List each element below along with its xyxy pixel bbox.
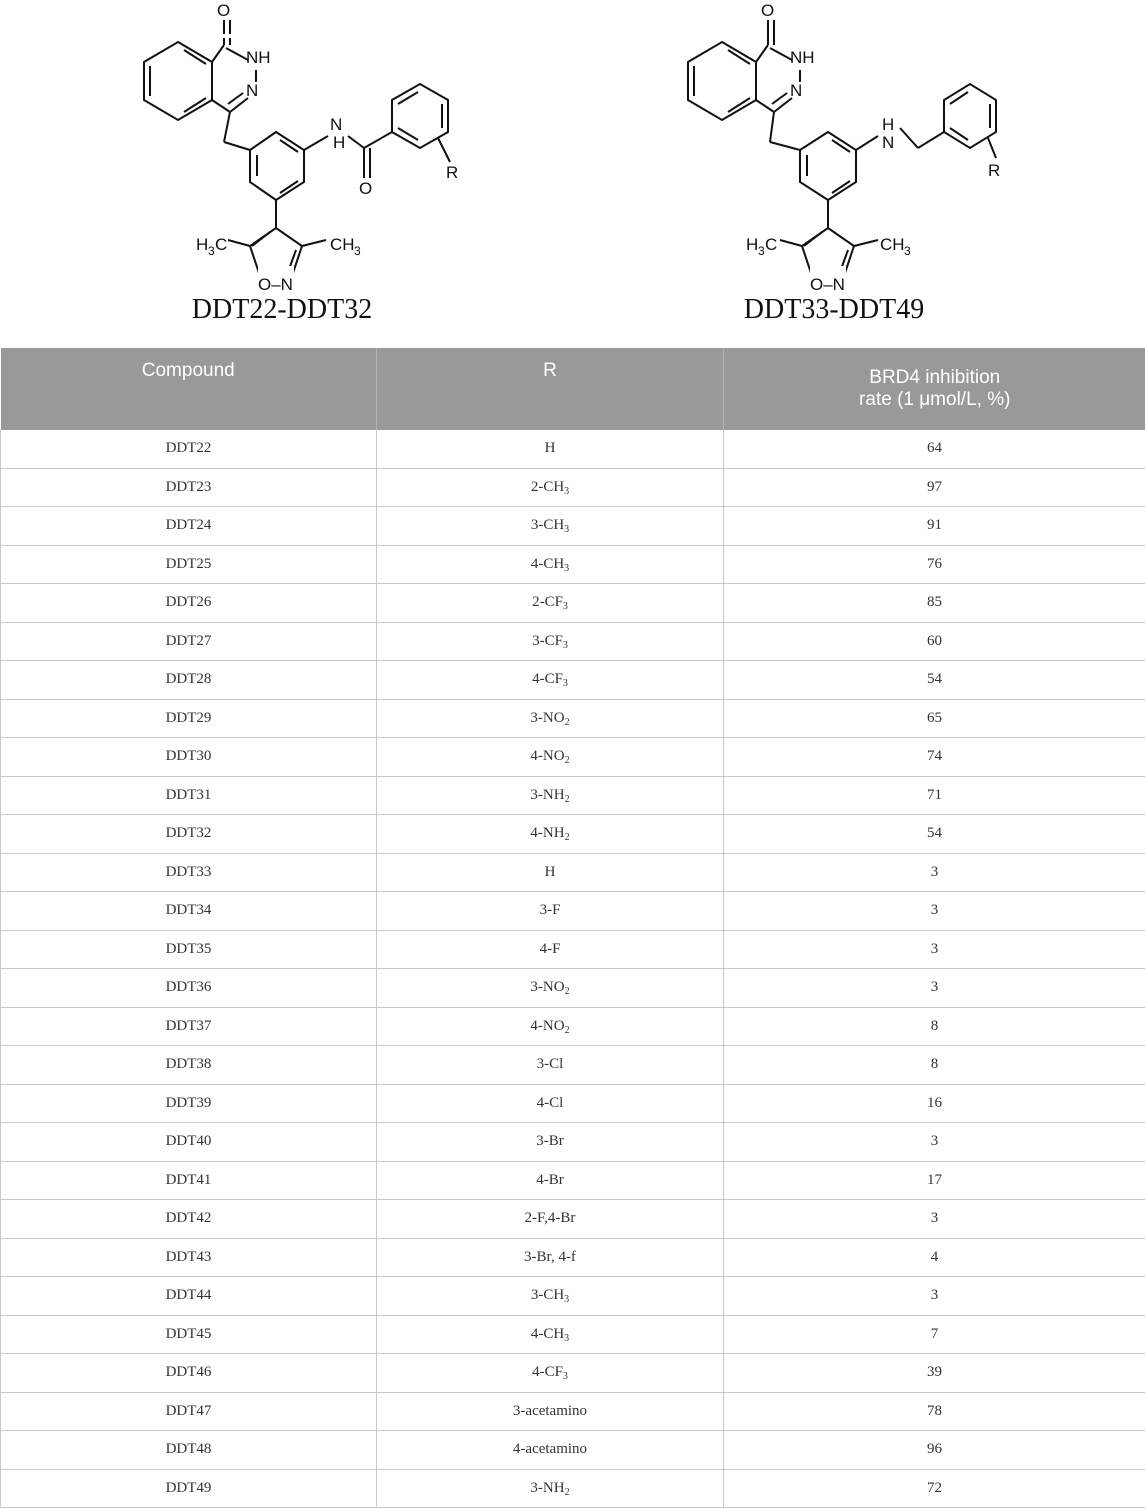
r-cell (377, 1084, 724, 1123)
compound-cell: DDT25 (1, 545, 377, 584)
compound-cell: DDT47 (1, 1392, 377, 1431)
table-row (1, 1392, 1145, 1431)
r-cell-text: 4-CH (531, 556, 564, 572)
r-cell (377, 584, 724, 623)
h3c-left-h: H (196, 235, 208, 254)
r-cell-text: 3-CH (531, 1287, 564, 1303)
inhibition-rate-cell: 8 (724, 1046, 1145, 1085)
amine-n-label: N (882, 133, 894, 152)
r-cell (377, 661, 724, 700)
compound-cell: DDT38 (1, 1046, 377, 1085)
compound-cell: DDT23 (1, 468, 377, 507)
r-cell (377, 969, 724, 1008)
table-row (1, 661, 1145, 700)
header-compound: Compound (1, 348, 377, 430)
compound-cell: DDT36 (1, 969, 377, 1008)
carbonyl-oxygen-label-2: O (761, 1, 774, 20)
h3c-left-sub-2: 3 (758, 244, 765, 258)
isoxazole-on-label-2: O–N (810, 275, 845, 294)
isoxazole-on-label: O–N (258, 275, 293, 294)
r-cell (377, 699, 724, 738)
r-cell-subscript: 3 (563, 1371, 568, 1382)
r-cell (377, 815, 724, 854)
r-group-label: R (446, 163, 458, 182)
inhibition-rate-cell: 74 (724, 738, 1145, 777)
r-cell (377, 1238, 724, 1277)
r-cell-subscript: 2 (565, 1487, 570, 1498)
header-inhibition-line1: BRD4 inhibition (724, 367, 1145, 389)
inhibition-rate-cell: 3 (724, 892, 1145, 931)
r-cell-text: 3-CH (531, 517, 564, 533)
r-cell-text: 3-Br, 4-f (524, 1249, 576, 1265)
table-row (1, 969, 1145, 1008)
ring-n-label: N (246, 81, 258, 100)
h3c-left-c: C (215, 235, 227, 254)
r-group-label-2: R (988, 161, 1000, 180)
compound-cell: DDT29 (1, 699, 377, 738)
ch3-right-label-2: CH (880, 235, 905, 254)
r-cell (377, 738, 724, 777)
amine-h-label: H (882, 115, 894, 134)
compound-cell: DDT33 (1, 853, 377, 892)
r-cell (377, 1123, 724, 1162)
r-cell-subscript: 3 (564, 1294, 569, 1305)
compound-cell: DDT35 (1, 930, 377, 969)
table-header-row (1, 348, 1145, 430)
r-cell (377, 507, 724, 546)
table-row (1, 1200, 1145, 1239)
r-cell (377, 622, 724, 661)
inhibition-rate-cell: 65 (724, 699, 1145, 738)
h3c-left-sub: 3 (208, 244, 215, 258)
table-row (1, 1431, 1145, 1470)
r-cell (377, 1046, 724, 1085)
r-cell (377, 930, 724, 969)
table-row (1, 892, 1145, 931)
r-cell-text: 3-NH (530, 787, 564, 803)
r-cell-text: 3-Br (536, 1133, 564, 1149)
r-cell (377, 1161, 724, 1200)
table-row (1, 1469, 1145, 1508)
r-cell-subscript: 3 (563, 640, 568, 651)
table-row (1, 507, 1145, 546)
r-cell-text: 3-F (540, 902, 561, 918)
r-cell-text: 3-NH (530, 1480, 564, 1496)
table-row (1, 1123, 1145, 1162)
inhibition-rate-cell: 85 (724, 584, 1145, 623)
r-cell-subscript: 2 (565, 986, 570, 997)
table-row (1, 853, 1145, 892)
r-cell-text: 4-acetamino (513, 1441, 587, 1457)
table-row (1, 699, 1145, 738)
header-r: R (377, 348, 724, 430)
compound-cell: DDT42 (1, 1200, 377, 1239)
r-cell-text: 4-F (540, 941, 561, 957)
nh-label: NH (246, 48, 271, 67)
inhibition-rate-cell: 76 (724, 545, 1145, 584)
r-cell-text: 4-CF (532, 1364, 563, 1380)
table-row (1, 1046, 1145, 1085)
structure-amine-series (548, 0, 1120, 340)
compound-cell: DDT37 (1, 1007, 377, 1046)
r-cell (377, 430, 724, 468)
compound-cell: DDT24 (1, 507, 377, 546)
r-cell-text: 4-NO (530, 1018, 564, 1034)
r-cell-text: 3-CF (532, 633, 563, 649)
r-cell-text: 4-Br (536, 1172, 564, 1188)
inhibition-rate-cell: 39 (724, 1354, 1145, 1393)
compound-cell: DDT43 (1, 1238, 377, 1277)
r-cell-subscript: 3 (563, 678, 568, 689)
r-cell-subscript: 2 (565, 832, 570, 843)
r-cell (377, 1277, 724, 1316)
r-cell (377, 853, 724, 892)
r-cell (377, 1200, 724, 1239)
inhibition-rate-cell: 3 (724, 969, 1145, 1008)
r-cell (377, 1431, 724, 1470)
compound-cell: DDT27 (1, 622, 377, 661)
table-row (1, 776, 1145, 815)
r-cell-subscript: 3 (564, 524, 569, 535)
table-row (1, 468, 1145, 507)
r-cell-text: 2-CF (532, 594, 563, 610)
compound-cell: DDT30 (1, 738, 377, 777)
inhibition-rate-cell: 78 (724, 1392, 1145, 1431)
r-cell (377, 1469, 724, 1508)
inhibition-rate-cell: 7 (724, 1315, 1145, 1354)
table-row (1, 1277, 1145, 1316)
carbonyl-oxygen-label: O (217, 1, 230, 20)
r-cell (377, 892, 724, 931)
ch3-right-sub-2: 3 (904, 244, 911, 258)
compound-cell: DDT49 (1, 1469, 377, 1508)
table-row (1, 815, 1145, 854)
inhibition-rate-cell: 71 (724, 776, 1145, 815)
r-cell-text: 4-Cl (537, 1095, 564, 1111)
chemical-structures (0, 0, 1145, 340)
table-row (1, 1354, 1145, 1393)
inhibition-rate-cell: 3 (724, 853, 1145, 892)
table-row (1, 738, 1145, 777)
r-cell-text: 3-acetamino (513, 1403, 587, 1419)
inhibition-rate-cell: 4 (724, 1238, 1145, 1277)
inhibition-rate-cell: 3 (724, 1123, 1145, 1162)
inhibition-rate-cell: 96 (724, 1431, 1145, 1470)
r-cell (377, 1007, 724, 1046)
table-row (1, 1315, 1145, 1354)
inhibition-rate-cell: 17 (724, 1161, 1145, 1200)
header-inhibition-line2: rate (1 μmol/L, %) (724, 389, 1145, 411)
inhibition-rate-cell: 3 (724, 930, 1145, 969)
compound-cell: DDT32 (1, 815, 377, 854)
r-cell (377, 545, 724, 584)
nh-label-2: NH (790, 48, 815, 67)
inhibition-rate-cell: 3 (724, 1277, 1145, 1316)
inhibition-rate-cell: 54 (724, 815, 1145, 854)
ch3-right-sub: 3 (354, 244, 361, 258)
inhibition-rate-cell: 72 (724, 1469, 1145, 1508)
inhibition-rate-cell: 60 (724, 622, 1145, 661)
r-cell-text: 3-Cl (537, 1056, 564, 1072)
structure-amine-drawing (548, 0, 1120, 300)
r-cell (377, 1354, 724, 1393)
compound-cell: DDT44 (1, 1277, 377, 1316)
compound-cell: DDT39 (1, 1084, 377, 1123)
r-cell (377, 1392, 724, 1431)
table-row (1, 1161, 1145, 1200)
compound-cell: DDT41 (1, 1161, 377, 1200)
r-cell-text: H (545, 440, 556, 456)
header-inhibition (724, 348, 1145, 430)
r-cell-subscript: 3 (564, 486, 569, 497)
r-cell-subscript: 3 (564, 563, 569, 574)
r-cell-subscript: 3 (563, 601, 568, 612)
r-cell (377, 776, 724, 815)
compound-cell: DDT45 (1, 1315, 377, 1354)
amide-n-label: N (330, 115, 342, 134)
structure-label-amide: DDT22-DDT32 (0, 294, 568, 326)
amide-h-label: H (333, 133, 345, 152)
inhibition-rate-cell: 91 (724, 507, 1145, 546)
table-row (1, 584, 1145, 623)
inhibition-rate-cell: 16 (724, 1084, 1145, 1123)
r-cell-subscript: 2 (565, 755, 570, 766)
compound-cell: DDT40 (1, 1123, 377, 1162)
table-row (1, 622, 1145, 661)
r-cell-text: 3-NO (530, 710, 564, 726)
compound-cell: DDT48 (1, 1431, 377, 1470)
h3c-left-c-2: C (765, 235, 777, 254)
compound-cell: DDT46 (1, 1354, 377, 1393)
r-cell (377, 468, 724, 507)
table-row (1, 430, 1145, 468)
inhibition-rate-cell: 64 (724, 430, 1145, 468)
r-cell-text: 2-F,4-Br (525, 1210, 576, 1226)
brd4-inhibition-table (0, 348, 1145, 1508)
structure-label-amine: DDT33-DDT49 (548, 294, 1120, 326)
compound-cell: DDT22 (1, 430, 377, 468)
r-cell-text: 4-CH (531, 1326, 564, 1342)
inhibition-rate-cell: 3 (724, 1200, 1145, 1239)
r-cell-subscript: 2 (565, 1025, 570, 1036)
r-cell-text: H (545, 864, 556, 880)
r-cell-text: 4-CF (532, 671, 563, 687)
structure-amide-series (0, 0, 572, 340)
table-row (1, 930, 1145, 969)
inhibition-rate-cell: 97 (724, 468, 1145, 507)
r-cell-subscript: 3 (564, 1333, 569, 1344)
compound-cell: DDT28 (1, 661, 377, 700)
ch3-right-label: CH (330, 235, 355, 254)
r-cell-subscript: 2 (565, 717, 570, 728)
r-cell-text: 3-NO (530, 979, 564, 995)
ring-n-label-2: N (790, 81, 802, 100)
r-cell-text: 4-NO (530, 748, 564, 764)
compound-cell: DDT34 (1, 892, 377, 931)
table-row (1, 1084, 1145, 1123)
table-row (1, 1007, 1145, 1046)
r-cell-text: 2-CH (531, 479, 564, 495)
amide-o-label: O (359, 179, 372, 198)
inhibition-rate-cell: 8 (724, 1007, 1145, 1046)
r-cell (377, 1315, 724, 1354)
r-cell-text: 4-NH (530, 825, 564, 841)
inhibition-rate-cell: 54 (724, 661, 1145, 700)
structure-amide-drawing (0, 0, 572, 300)
compound-cell: DDT31 (1, 776, 377, 815)
table-row (1, 1238, 1145, 1277)
compound-cell: DDT26 (1, 584, 377, 623)
h3c-left-h-2: H (746, 235, 758, 254)
table-row (1, 545, 1145, 584)
r-cell-subscript: 2 (565, 794, 570, 805)
table-body (1, 430, 1145, 1508)
